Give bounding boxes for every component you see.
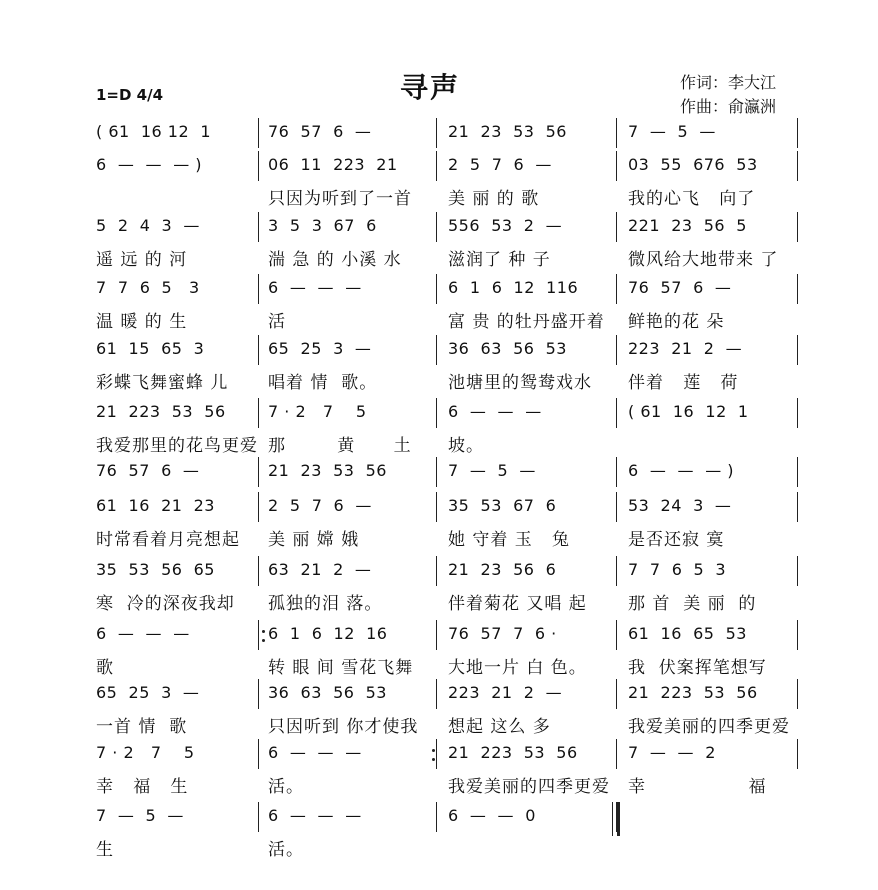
barline (797, 457, 798, 487)
lyric-line: 富 贵 的牡丹盛开着 (448, 312, 605, 332)
note-measure: 556 53 2 — (448, 216, 563, 235)
barline (797, 492, 798, 522)
barline (616, 335, 617, 365)
barline (797, 620, 798, 650)
note-measure: 6 — — — (268, 743, 362, 762)
barline (436, 335, 437, 365)
note-measure: 2 5 7 6 — (448, 155, 552, 174)
note-measure: 6 — — — (96, 624, 190, 643)
barline (258, 335, 259, 365)
barline (436, 274, 437, 304)
note-measure: ( 61 16 12 1 (628, 402, 749, 421)
barline (616, 492, 617, 522)
barline (797, 679, 798, 709)
note-measure: 35 53 56 65 (96, 560, 215, 579)
note-measure: 6 — — — ) (628, 461, 735, 480)
note-measure: 6 — — 0 (448, 806, 536, 825)
barline (258, 620, 259, 650)
barline (436, 739, 437, 769)
barline (797, 739, 798, 769)
lyric-line: 坡。 (448, 436, 484, 456)
note-measure: 6 — — — ) (96, 155, 203, 174)
note-measure: 63 21 2 — (268, 560, 372, 579)
note-measure: 7 — — 2 (628, 743, 716, 762)
note-measure: 6 1 6 12 116 (448, 278, 579, 297)
note-measure: 3 5 3 67 6 (268, 216, 377, 235)
lyric-line: 一首 情 歌 (96, 717, 188, 737)
note-measure: 36 63 56 53 (448, 339, 567, 358)
lyric-line: 温 暖 的 生 (96, 312, 188, 332)
note-measure: 36 63 56 53 (268, 683, 387, 702)
note-measure: 21 23 53 56 (448, 122, 567, 141)
lyric-line: 彩蝶飞舞蜜蜂 儿 (96, 373, 229, 393)
lyric-line: 滋润了 种 子 (448, 250, 551, 270)
lyric-line: 我爱美丽的四季更爱 (448, 777, 610, 797)
barline (258, 118, 259, 148)
lyric-line: 伴着 莲 荷 (628, 373, 739, 393)
barline (797, 118, 798, 148)
note-measure: 21 223 53 56 (448, 743, 578, 762)
barline (436, 398, 437, 428)
barline (436, 212, 437, 242)
barline (616, 151, 617, 181)
barline (616, 679, 617, 709)
barline (616, 739, 617, 769)
note-measure: 7 · 2 7 5 (268, 402, 367, 421)
note-measure: 53 24 3 — (628, 496, 732, 515)
barline (436, 679, 437, 709)
lyric-line: 活。 (268, 777, 304, 797)
barline (258, 802, 259, 832)
note-measure: 21 23 56 6 (448, 560, 557, 579)
lyric-line: 我爱美丽的四季更爱 (628, 717, 790, 737)
lyric-line: 寒 冷的深夜我却 (96, 594, 235, 614)
note-measure: 2 5 7 6 — (268, 496, 372, 515)
lyric-line: 那 黄 土 (268, 436, 412, 456)
lyric-line: 大地一片 白 色。 (448, 658, 587, 678)
barline (616, 398, 617, 428)
barline (797, 556, 798, 586)
note-measure: 65 25 3 — (96, 683, 200, 702)
barline (616, 118, 617, 148)
note-measure: 06 11 223 21 (268, 155, 398, 174)
barline (797, 398, 798, 428)
barline (436, 802, 437, 832)
key-signature: 1=D 4/4 (96, 86, 164, 104)
note-measure: 7 — 5 — (448, 461, 536, 480)
barline (258, 398, 259, 428)
note-measure: 35 53 67 6 (448, 496, 557, 515)
lyric-line: 我的心飞 向了 (628, 189, 756, 209)
lyric-line: 想起 这么 多 (448, 717, 551, 737)
note-measure: 223 21 2 — (448, 683, 563, 702)
lyric-line: 池塘里的鸳鸯戏水 (448, 373, 592, 393)
note-measure: ( 61 16 12 1 (96, 122, 212, 141)
barline (797, 274, 798, 304)
lyric-line: 活。 (268, 840, 304, 860)
lyric-line: 我爱那里的花鸟更爱 (96, 436, 258, 456)
barline (616, 556, 617, 586)
barline (616, 212, 617, 242)
barline (258, 739, 259, 769)
note-measure: 76 57 6 — (268, 122, 372, 141)
barline (436, 492, 437, 522)
barline (258, 457, 259, 487)
note-measure: 76 57 7 6 · (448, 624, 557, 643)
song-title: 寻声 (400, 71, 461, 104)
lyric-line: 伴着菊花 又唱 起 (448, 594, 587, 614)
lyric-line: 幸 福 生 (96, 777, 189, 797)
note-measure: 223 21 2 — (628, 339, 743, 358)
note-measure: 221 23 56 5 (628, 216, 747, 235)
barline (616, 274, 617, 304)
lyric-line: 那 首 美 丽 的 (628, 594, 757, 614)
note-measure: 5 2 4 3 — (96, 216, 200, 235)
note-measure: 76 57 6 — (96, 461, 200, 480)
lyric-line: 美 丽 的 歌 (448, 189, 540, 209)
note-measure: 7 — 5 — (628, 122, 716, 141)
lyricist-credit: 作词：李大江 (680, 73, 777, 92)
barline (258, 274, 259, 304)
lyric-line: 遥 远 的 河 (96, 250, 188, 270)
lyric-line: 湍 急 的 小溪 水 (268, 250, 402, 270)
barline (258, 556, 259, 586)
barline (258, 151, 259, 181)
note-measure: 7 7 6 5 3 (96, 278, 200, 297)
lyric-line: 只因听到 你才使我 (268, 717, 419, 737)
note-measure: 61 16 65 53 (628, 624, 747, 643)
note-measure: 03 55 676 53 (628, 155, 758, 174)
lyric-line: 歌 (96, 658, 114, 678)
note-measure: 76 57 6 — (628, 278, 732, 297)
lyric-line: 鲜艳的花 朵 (628, 312, 725, 332)
note-measure: 65 25 3 — (268, 339, 372, 358)
repeat-start-sign (262, 630, 265, 642)
note-measure: 21 23 53 56 (268, 461, 387, 480)
note-measure: 61 16 21 23 (96, 496, 215, 515)
barline (616, 457, 617, 487)
barline (436, 457, 437, 487)
lyric-line: 生 (96, 840, 114, 860)
lyric-line: 活 (268, 312, 286, 332)
note-measure: 7 7 6 5 3 (628, 560, 727, 579)
barline (797, 335, 798, 365)
lyric-line: 是否还寂 寞 (628, 530, 725, 550)
note-measure: 6 — — — (268, 278, 362, 297)
final-barline (612, 802, 620, 836)
note-measure: 7 · 2 7 5 (96, 743, 195, 762)
lyric-line: 转 眼 间 雪花飞舞 (268, 658, 414, 678)
note-measure: 21 223 53 56 (628, 683, 758, 702)
note-measure: 61 15 65 3 (96, 339, 205, 358)
barline (436, 118, 437, 148)
barline (258, 492, 259, 522)
lyric-line: 她 守着 玉 兔 (448, 530, 571, 550)
lyric-line: 美 丽 嫦 娥 (268, 530, 360, 550)
lyric-line: 微风给大地带来 了 (628, 250, 779, 270)
repeat-end-sign (432, 749, 435, 761)
barline (616, 620, 617, 650)
barline (797, 151, 798, 181)
note-measure: 6 — — — (448, 402, 542, 421)
barline (436, 556, 437, 586)
composer-credit: 作曲：俞瀛洲 (680, 97, 777, 116)
barline (258, 212, 259, 242)
note-measure: 7 — 5 — (96, 806, 184, 825)
lyric-line: 只因为听到了一首 (268, 189, 412, 209)
lyric-line: 唱着 情 歌。 (268, 373, 378, 393)
lyric-line: 幸 福 (628, 777, 767, 797)
barline (797, 212, 798, 242)
lyric-line: 我 伏案挥笔想写 (628, 658, 767, 678)
lyric-line: 孤独的泪 落。 (268, 594, 383, 614)
lyric-line: 时常看着月亮想起 (96, 530, 240, 550)
barline (436, 620, 437, 650)
barline (258, 679, 259, 709)
note-measure: 6 — — — (268, 806, 362, 825)
barline (436, 151, 437, 181)
note-measure: 6 1 6 12 16 (268, 624, 388, 643)
note-measure: 21 223 53 56 (96, 402, 226, 421)
